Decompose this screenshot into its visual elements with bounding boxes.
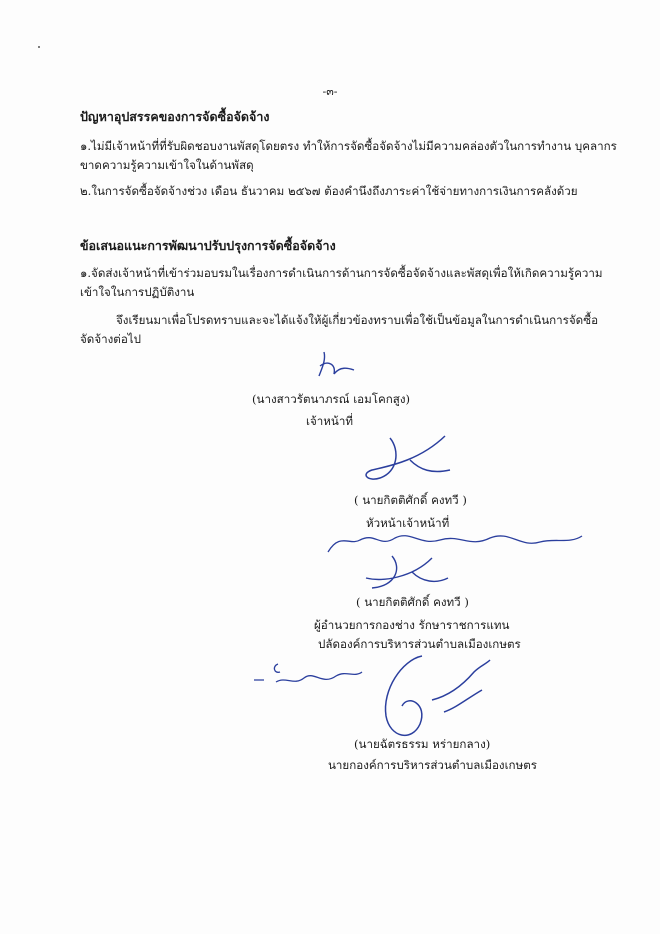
signature-3-title-line2: ปลัดองค์การบริหารส่วนตำบลเมืองเกษตร [318, 637, 521, 651]
closing-line2: จัดจ้างต่อไป [80, 332, 141, 346]
signature-1-title: เจ้าหน้าที่ [306, 414, 353, 428]
signature-1-icon [310, 346, 360, 386]
section2-item1-line1: ๑.จัดส่งเจ้าหน้าที่เข้าร่วมอบรมในเรื่องการดำเนินการด้านการจัดซื้อจัดจ้างและพัสดุเพื่อให้เกิดความรู้ความ [80, 266, 603, 280]
section1-item1-line1: ๑.ไม่มีเจ้าหน้าที่ที่รับผิดชอบงานพัสดุโดยตรง ทำให้การจัดซื้อจัดจ้างไม่มีความคล่องตัวในการทำงาน บุคลากร [80, 139, 617, 153]
signature-3-title-line1: ผู้อำนวยการกองช่าง รักษาราชการแทน [314, 618, 510, 632]
signature-3-name: ( นายกิตติศักดิ์ คงทวี ) [356, 595, 469, 609]
closing-line1: จึงเรียนมาเพื่อโปรดทราบและจะได้แจ้งให้ผู้เกี่ยวข้องทราบเพื่อใช้เป็นข้อมูลในการดำเนินการจัดซื้อ [116, 313, 599, 327]
signature-2-name: ( นายกิตติศักดิ์ คงทวี ) [354, 493, 467, 507]
section1-item1-line2: ขาดความรู้ความเข้าใจในด้านพัสดุ [80, 158, 254, 172]
section2-heading: ข้อเสนอแนะการพัฒนาปรับปรุงการจัดซื้อจัดจ้าง [80, 238, 336, 253]
signature-4-title: นายกองค์การบริหารส่วนตำบลเมืองเกษตร [328, 758, 537, 772]
section2-item1-line2: เข้าใจในการปฏิบัติงาน [80, 285, 195, 299]
signature-4-name: (นายฉัตรธรรม หร่ายกลาง) [354, 737, 491, 751]
signature-4-icon [362, 650, 502, 745]
scan-speck [38, 46, 40, 48]
signature-3-icon [352, 548, 452, 593]
signature-2-title: หัวหน้าเจ้าหน้าที่ [366, 516, 450, 530]
signature-1-name: (นางสาวรัตนาภรณ์ เอมโคกสูง) [252, 392, 411, 406]
signature-2-icon [350, 430, 460, 490]
section1-item2: ๒.ในการจัดซื้อจัดจ้างช่วง เดือน ธันวาคม ๒๕๖๗ ต้องคำนึงถึงภาระค่าใช้จ่ายทางการเงินการคลังด้วย [80, 184, 578, 198]
section1-heading: ปัญหาอุปสรรคของการจัดซื้อจัดจ้าง [80, 109, 270, 124]
page-number: -๓- [322, 85, 338, 98]
handwritten-sign-note-icon [246, 652, 366, 702]
